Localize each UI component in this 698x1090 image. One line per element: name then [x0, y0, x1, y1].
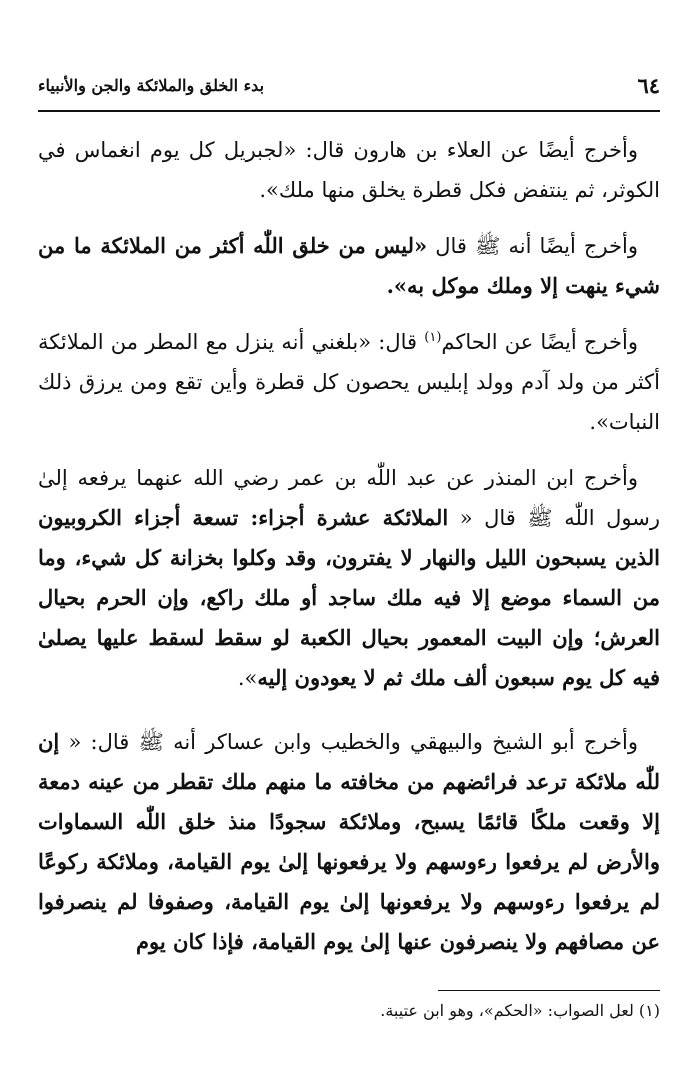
- running-title: بدء الخلق والملائكة والجن والأنبياء: [38, 75, 265, 95]
- page-header: [38, 70, 660, 100]
- footnote-marker[interactable]: (١): [424, 330, 442, 345]
- quote-text: «لجبريل كل يوم انغماس في الكوثر، ثم ينتفض فكل قطرة يخلق منها ملك».: [38, 138, 660, 202]
- paragraph-3: [38, 322, 660, 450]
- paragraph-tail: ».: [237, 666, 258, 690]
- quote-text: «بلغني أنه ينزل مع المطر من الملائكة أكثر من ولد آدم وولد إبليس يحصون كل قطرة وأين تقع ومن يرزق ذلك النبات».: [38, 330, 660, 434]
- paragraph-after-marker: قال:: [371, 330, 425, 354]
- paragraph-intro: وأخرج أبو الشيخ والبيهقي والخطيب وابن عساكر أنه ﷺ قال: «: [59, 730, 638, 754]
- paragraph-1: [38, 130, 660, 218]
- paragraph-4: [38, 458, 660, 714]
- footnote-rule: [438, 990, 660, 991]
- paragraph-intro: وأخرج أيضًا أنه ﷺ قال: [427, 234, 638, 258]
- page-number: ٦٤: [637, 72, 660, 98]
- hadith-text: «ليس من خلق اللّٰه أكثر من الملائكة ما من شيء ينهت إلا وملك موكل به».: [38, 233, 660, 298]
- book-page: [38, 0, 660, 1090]
- paragraph-intro: وأخرج أيضًا عن الحاكم: [441, 330, 638, 354]
- footnote: (١) لعل الصواب: «الحكم»، وهو ابن عتيبة.: [380, 1001, 660, 1020]
- paragraph-5: [38, 722, 660, 970]
- paragraph-2: [38, 226, 660, 314]
- paragraph-intro: وأخرج أيضًا عن العلاء بن هارون قال:: [296, 138, 638, 162]
- hadith-text: الملائكة عشرة أجزاء: تسعة أجزاء الكروبيون الذين يسبحون الليل والنهار لا يفترون، وقد وكلوا بخزانة كل شيء، وما من السماء موضع إلا فيه ملك ساجد أو ملك راكع، وإن الحرم بحيال العرش؛ وإن البيت المعمور بحيال الكعبة لو سقط لسقط عليها يصلىٰ فيه كل يوم سبعون ألف ملك ثم لا يعودون إليه: [38, 505, 660, 690]
- header-rule: [38, 110, 660, 112]
- hadith-text: إن للّٰه ملائكة ترعد فرائضهم من مخافته ما منهم ملك تقطر من عينه دمعة إلا وقعت ملكًا قائمًا يسبح، وملائكة سجودًا منذ خلق اللّٰه السماوات والأرض لم يرفعوا رءوسهم ولا يرفعونها إلىٰ يوم القيامة، وملائكة ركوعًا لم يرفعوا رءوسهم ولا يرفعونها إلىٰ يوم القيامة، وصفوفا لم ينصرفوا عن مصافهم ولا ينصرفون عنها إلىٰ يوم القيامة، فإذا كان يوم: [38, 729, 660, 954]
- paragraph-intro: وأخرج ابن المنذر عن عبد اللّٰه بن عمر رضي الله عنهما يرفعه إلىٰ رسول اللّٰه ﷺ قال «: [38, 466, 661, 530]
- body-text: [38, 130, 660, 978]
